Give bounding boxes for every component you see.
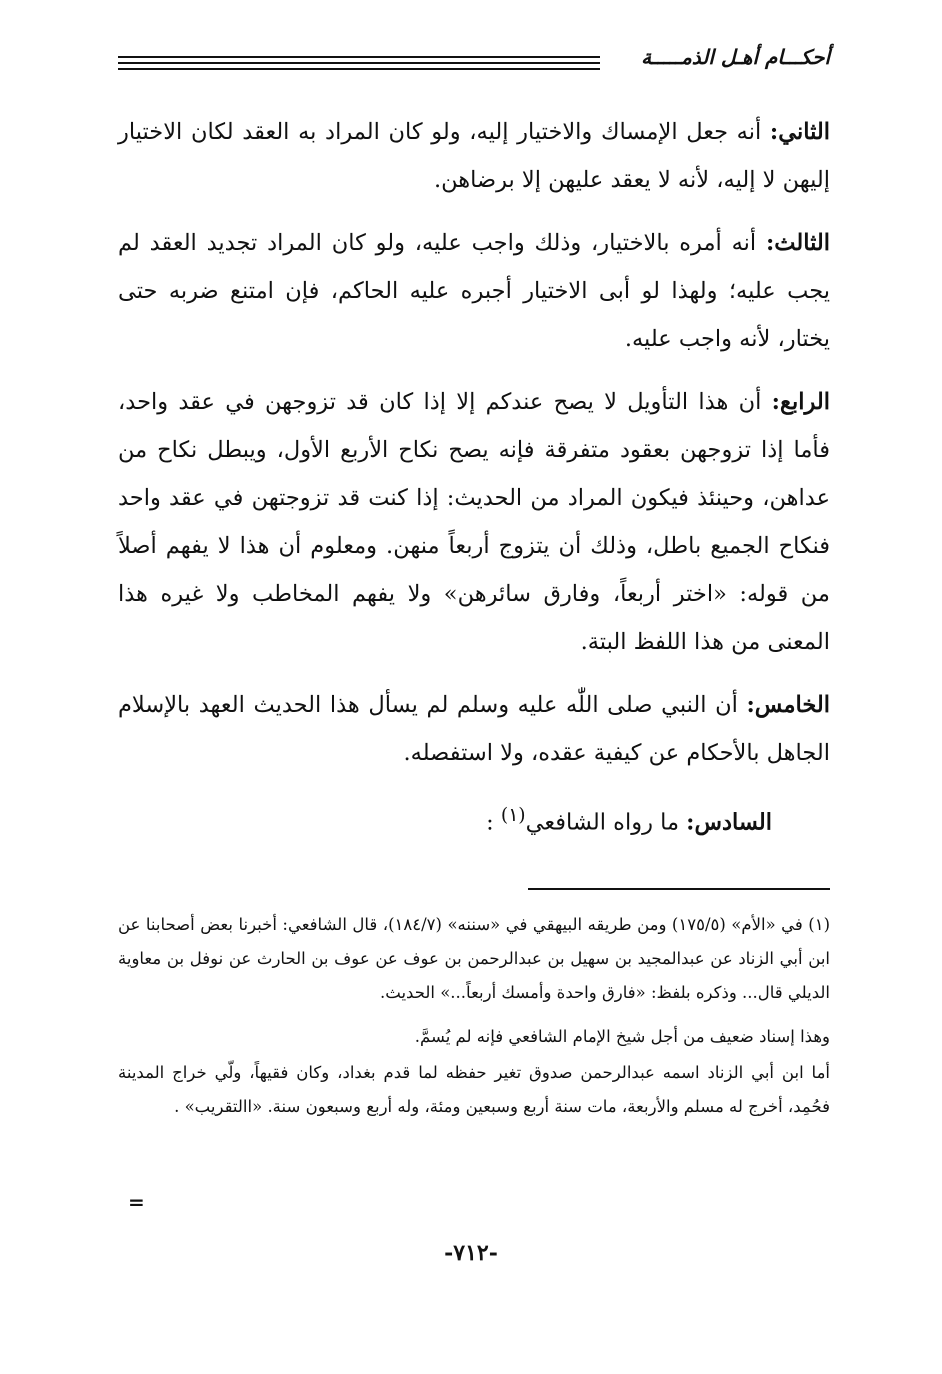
- paragraph-text: أن هذا التأويل لا يصح عندكم إلا إذا كان قد تزوجهن في عقد واحد، فأما إذا تزوجهن بعقود متفرقة فإنه يصح نكاح الأربع الأول، ويبطل نكاح من عداهن، وحينئذ فيكون المراد من الحديث: إذا كنت قد تزوجتهن في عقد واحد فنكاح الجميع باطل، وذلك أن يتزوج أربعاً منهن. ومعلوم أن هذا لا يفهم أصلاً من قوله: «اختر أربعاً، وفارق سائرهن» ولا يفهم المخاطب ولا غيره هذا المعنى من هذا اللفظ البتة.: [118, 389, 830, 655]
- header-rule-line: [118, 68, 600, 70]
- paragraph-fourth: [118, 378, 830, 666]
- paragraph-text: أن النبي صلى اللّٰه عليه وسلم لم يسأل هذا الحديث العهد بالإسلام الجاهل بالأحكام عن كيفية عقده، ولا استفصله.: [118, 692, 830, 766]
- paragraph-second: [118, 108, 830, 204]
- footnote-1: (١) في «الأم» (١٧٥/٥) ومن طريقه البيهقي في «سننه» (١٨٤/٧)، قال الشافعي: أخبرنا بعض أصحابنا عن ابن أبي الزناد عن عبدالمجيد بن سهيل بن عبدالرحمن بن عوف عن عوف بن الحارث عن نوفل بن معاوية الديلي قال... وذكره بلفظ: «فارق واحدة وأمسك أربعاً...» الحديث.: [118, 915, 831, 1002]
- paragraph-tail: :: [486, 809, 501, 836]
- footnote-reference[interactable]: (١): [500, 805, 526, 826]
- paragraph-text: أنه جعل الإمساك والاختيار إليه، ولو كان المراد به العقد لكان الاختيار إليهن لا إليه، لأنه لا يعقد عليهن إلا برضاهن.: [118, 119, 830, 193]
- paragraph-label: الخامس:: [746, 692, 830, 718]
- paragraph-fifth: [118, 681, 830, 777]
- header-rule-line: [118, 62, 600, 64]
- footnote-continuation-mark: =: [128, 1190, 145, 1214]
- paragraph-sixth: [118, 792, 830, 847]
- paragraph-text: ما رواه الشافعي: [525, 809, 687, 836]
- paragraph-third: [118, 219, 830, 363]
- running-header: [118, 44, 830, 80]
- paragraph-label: الثالث:: [765, 230, 830, 256]
- footnote-comment: وهذا إسناد ضعيف من أجل شيخ الإمام الشافعي فإنه لم يُسمَّ.: [414, 1027, 830, 1046]
- footnotes: [118, 908, 830, 1124]
- paragraph-label: الثاني:: [769, 119, 830, 145]
- main-text: [118, 108, 830, 862]
- paragraph-label: السادس:: [686, 809, 772, 836]
- header-title: أحكـــام أهـل الذمـــــة: [641, 45, 830, 69]
- paragraph-label: الرابع:: [771, 389, 830, 415]
- footnote-separator: [528, 888, 830, 890]
- header-rule-line: [118, 56, 600, 58]
- paragraph-text: أنه أمره بالاختيار، وذلك واجب عليه، ولو كان المراد تجديد العقد لم يجب عليه؛ ولهذا لو أبى الاختيار أجبره عليه الحاكم، فإن امتنع ضربه حتى يختار، لأنه واجب عليه.: [118, 230, 830, 352]
- page-number: -٧١٢-: [444, 1240, 498, 1266]
- footnote-narrator-note: أما ابن أبي الزناد اسمه عبدالرحمن صدوق تغير حفظه لما قدم بغداد، وكان فقيهاً، ولّي خراج المدينة فحُمِد، أخرج له مسلم والأربعة، مات سنة أربع وسبعين ومئة، وله أربع وسبعون سنة. «االتقريب» .: [118, 1063, 830, 1116]
